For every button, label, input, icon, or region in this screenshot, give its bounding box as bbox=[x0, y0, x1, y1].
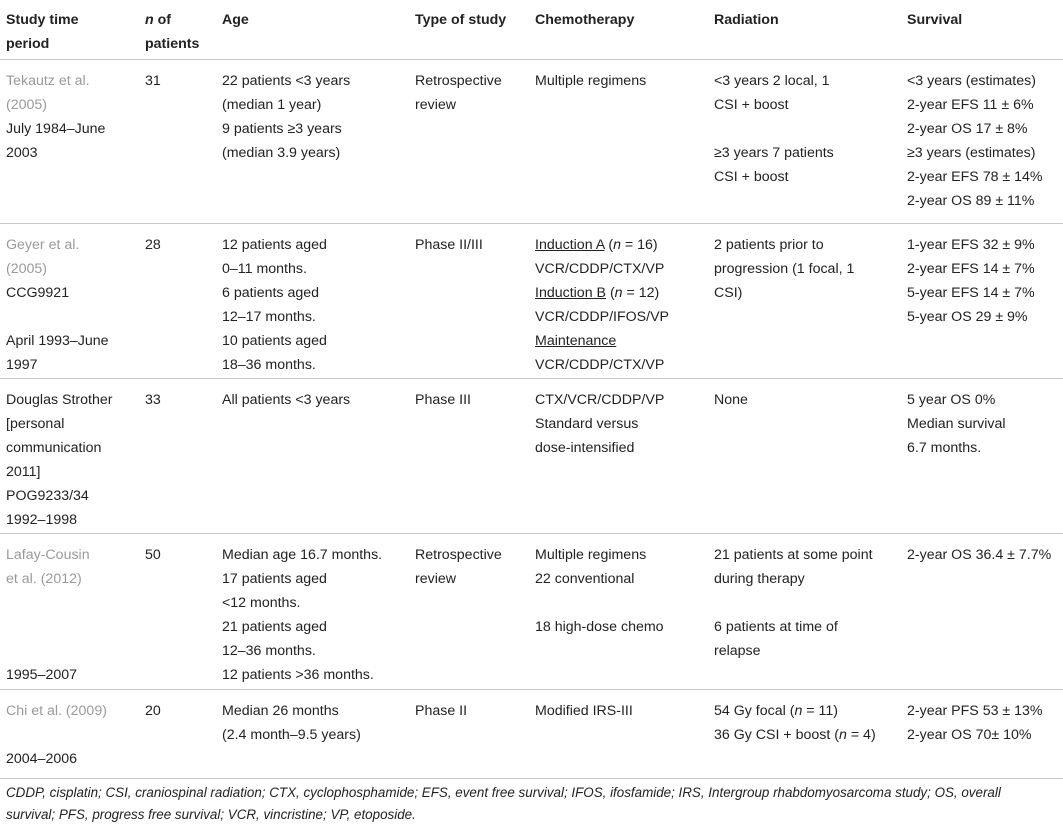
chemo-cell: Multiple regimens 22 conventional 18 high-dose chemo bbox=[535, 547, 664, 635]
n-cell: 50 bbox=[145, 547, 161, 563]
header-type: Type of study bbox=[415, 12, 507, 28]
n-cell: 31 bbox=[145, 73, 161, 89]
table-row bbox=[0, 534, 1063, 690]
study-cell: Tekautz et al. (2005) July 1984–June 2003 bbox=[6, 73, 106, 161]
survival-cell: 1-year EFS 32 ± 9% 2-year EFS 14 ± 7% 5-year EFS 14 ± 7% 5-year OS 29 ± 9% bbox=[907, 237, 1035, 325]
table-header-row bbox=[0, 0, 1063, 60]
type-cell: Retrospective review bbox=[415, 73, 502, 113]
survival-cell: 2-year PFS 53 ± 13% 2-year OS 70± 10% bbox=[907, 703, 1043, 743]
header-radiation: Radiation bbox=[714, 12, 779, 28]
header-study-period: Study time period bbox=[6, 12, 79, 52]
header-survival: Survival bbox=[907, 12, 963, 28]
study-cell: Geyer et al. (2005) CCG9921 April 1993–June 1997 bbox=[6, 237, 109, 373]
type-cell: Phase II bbox=[415, 703, 468, 719]
radiation-cell: None bbox=[714, 392, 748, 408]
age-cell: Median age 16.7 months. 17 patients aged <12 months. 21 patients aged 12–36 months. 12 patients >36 months. bbox=[222, 547, 383, 683]
chemo-cell: CTX/VCR/CDDP/VP Standard versus dose-intensified bbox=[535, 392, 665, 456]
survival-cell: 2-year OS 36.4 ± 7.7% bbox=[907, 547, 1052, 563]
age-cell: 22 patients <3 years (median 1 year) 9 patients ≥3 years (median 3.9 years) bbox=[222, 73, 351, 161]
n-cell: 20 bbox=[145, 703, 161, 719]
survival-cell: 5 year OS 0% Median survival 6.7 months. bbox=[907, 392, 1006, 456]
age-cell: 12 patients aged 0–11 months. 6 patients aged 12–17 months. 10 patients aged 18–36 months. bbox=[222, 237, 327, 373]
table-row bbox=[0, 60, 1063, 224]
radiation-cell: <3 years 2 local, 1 CSI + boost ≥3 years 7 patients CSI + boost bbox=[714, 73, 834, 185]
header-chemotherapy: Chemotherapy bbox=[535, 12, 635, 28]
type-cell: Phase II/III bbox=[415, 237, 483, 253]
age-cell: All patients <3 years bbox=[222, 392, 351, 408]
radiation-cell: 2 patients prior to progression (1 focal, 1 CSI) bbox=[714, 237, 855, 301]
survival-cell: <3 years (estimates) 2-year EFS 11 ± 6% 2-year OS 17 ± 8% ≥3 years (estimates) 2-year EFS 78 ± 14% 2-year OS 89 ± 11% bbox=[907, 73, 1043, 209]
table-row bbox=[0, 690, 1063, 779]
study-cell: Chi et al. (2009) 2004–2006 bbox=[6, 703, 107, 767]
type-cell: Phase III bbox=[415, 392, 471, 408]
study-cell: Douglas Strother [personal communication 2011] POG9233/34 1992–1998 bbox=[6, 392, 113, 528]
radiation-cell: 54 Gy focal (n = 11) 36 Gy CSI + boost (n = 4) bbox=[714, 703, 876, 743]
type-cell: Retrospective review bbox=[415, 547, 502, 587]
chemo-cell: Modified IRS-III bbox=[535, 703, 633, 719]
age-cell: Median 26 months (2.4 month–9.5 years) bbox=[222, 703, 361, 743]
header-age: Age bbox=[222, 12, 249, 28]
n-cell: 28 bbox=[145, 237, 161, 253]
chemo-cell: Induction A (n = 16) VCR/CDDP/CTX/VP Induction B (n = 12) VCR/CDDP/IFOS/VP Maintenance VCR/CDDP/CTX/VP bbox=[535, 237, 670, 373]
header-n-patients: n of patients bbox=[145, 12, 200, 52]
n-cell: 33 bbox=[145, 392, 161, 408]
table-row bbox=[0, 379, 1063, 534]
table-footnote: CDDP, cisplatin; CSI, craniospinal radiation; CTX, cyclophosphamide; EFS, event free survival; IFOS, ifosfamide; IRS, Intergroup rhabdomyosarcoma study; OS, overall survival; PFS, progress free survival; VCR, vincristine; VP, etoposide. bbox=[6, 785, 1001, 822]
table-row bbox=[0, 224, 1063, 379]
study-cell: Lafay-Cousin et al. (2012) 1995–2007 bbox=[6, 547, 90, 683]
chemo-cell: Multiple regimens bbox=[535, 73, 647, 89]
radiation-cell: 21 patients at some point during therapy 6 patients at time of relapse bbox=[714, 547, 873, 659]
